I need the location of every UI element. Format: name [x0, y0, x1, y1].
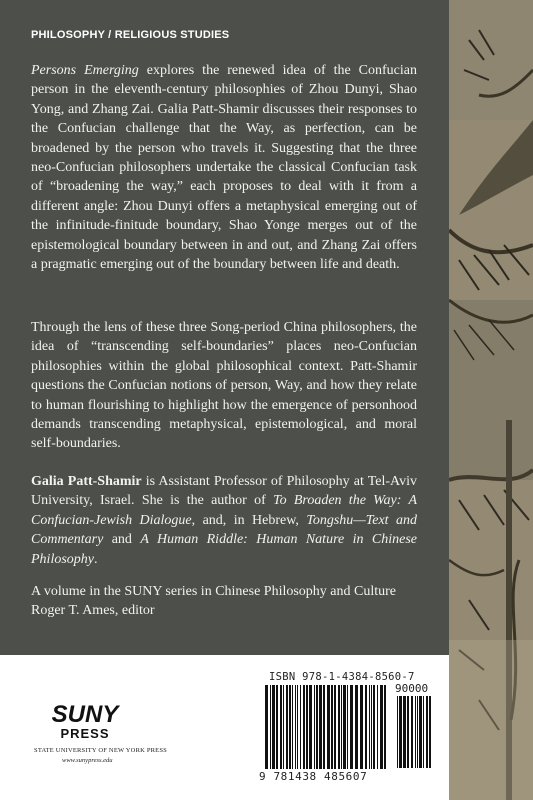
book-title: Persons Emerging [31, 63, 139, 78]
publisher-url: www.sunypress.edu [62, 757, 113, 764]
author-name: Galia Patt-Shamir [31, 474, 142, 489]
barcode-digits: 9 781438 485607 [259, 770, 368, 783]
author-book-1: To Broaden the Way: A Confucian-Jewish Dialogue [31, 493, 417, 528]
author-bio-paragraph: Galia Patt-Shamir is Assistant Professor of Philosophy at Tel-Aviv University, Israel. She is the author of To Broaden the Way: A Confucian-Jewish Dialogue, and, in Hebrew, Tongshu—Text and Commentary and A Human Riddle: Human Nature in Chinese Philosophy. [31, 474, 418, 567]
isbn-barcode [259, 669, 437, 790]
context-paragraph: Through the lens of these three Song-period China philosophers, the idea of “transcending self-boundaries” places neo-Confucian philosophies within the global philosophical context. Patt-Shamir questions the Confucian notions of person, Way, and how they relate to human flourishing to highlight how the emergence of personhood demands transcending metaphysical, epistemological, and moral self-boundaries. [31, 320, 417, 452]
pine-painting-image [449, 0, 533, 800]
suny-press-logo [48, 700, 123, 742]
description-text: explores the renewed idea of the Confucian person in the eleventh-century philosophies of Zhou Dunyi, Shao Yong, and Zhang Zai. Galia Patt-Shamir discusses their responses to the Confucian challenge that the Way, as perfection, can be broadened by the person who travels it. Suggesting that the three neo-Confucian philosophers undertake the classical Confucian task of “broadening the way,” each proposes to deal with it from a different angle: Zhou Dunyi offers a metaphysical emerging out of the infinitude-finitude boundary, Shao Yonge merges out of the epistemological boundary between in and out, and Zhang Zai offers a pragmatic emerging out of the boundary between life and death. [31, 63, 417, 273]
addon-barcode-bars [397, 696, 432, 768]
barcode-bars [265, 685, 387, 769]
author-book-2: Tongshu—Text and Commentary [31, 512, 418, 548]
svg-text:SUNY: SUNY [51, 701, 119, 728]
series-line: A volume in the SUNY series in Chinese Philosophy and Culture [31, 584, 397, 599]
category-label: PHILOSOPHY / RELIGIOUS STUDIES [31, 29, 230, 41]
editor-line: Roger T. Ames, editor [31, 603, 155, 619]
isbn-label: ISBN 978-1-4384-8560-7 [269, 671, 415, 683]
author-book-3: A Human Riddle: Human Nature in Chinese Philosophy [31, 532, 417, 567]
painting-strip [449, 0, 533, 800]
svg-text:PRESS: PRESS [60, 726, 110, 741]
description-paragraph [31, 61, 417, 274]
publisher-name: STATE UNIVERSITY OF NEW YORK PRESS [34, 747, 167, 754]
price-addon-number: 90000 [395, 682, 429, 695]
series-note [31, 582, 417, 621]
